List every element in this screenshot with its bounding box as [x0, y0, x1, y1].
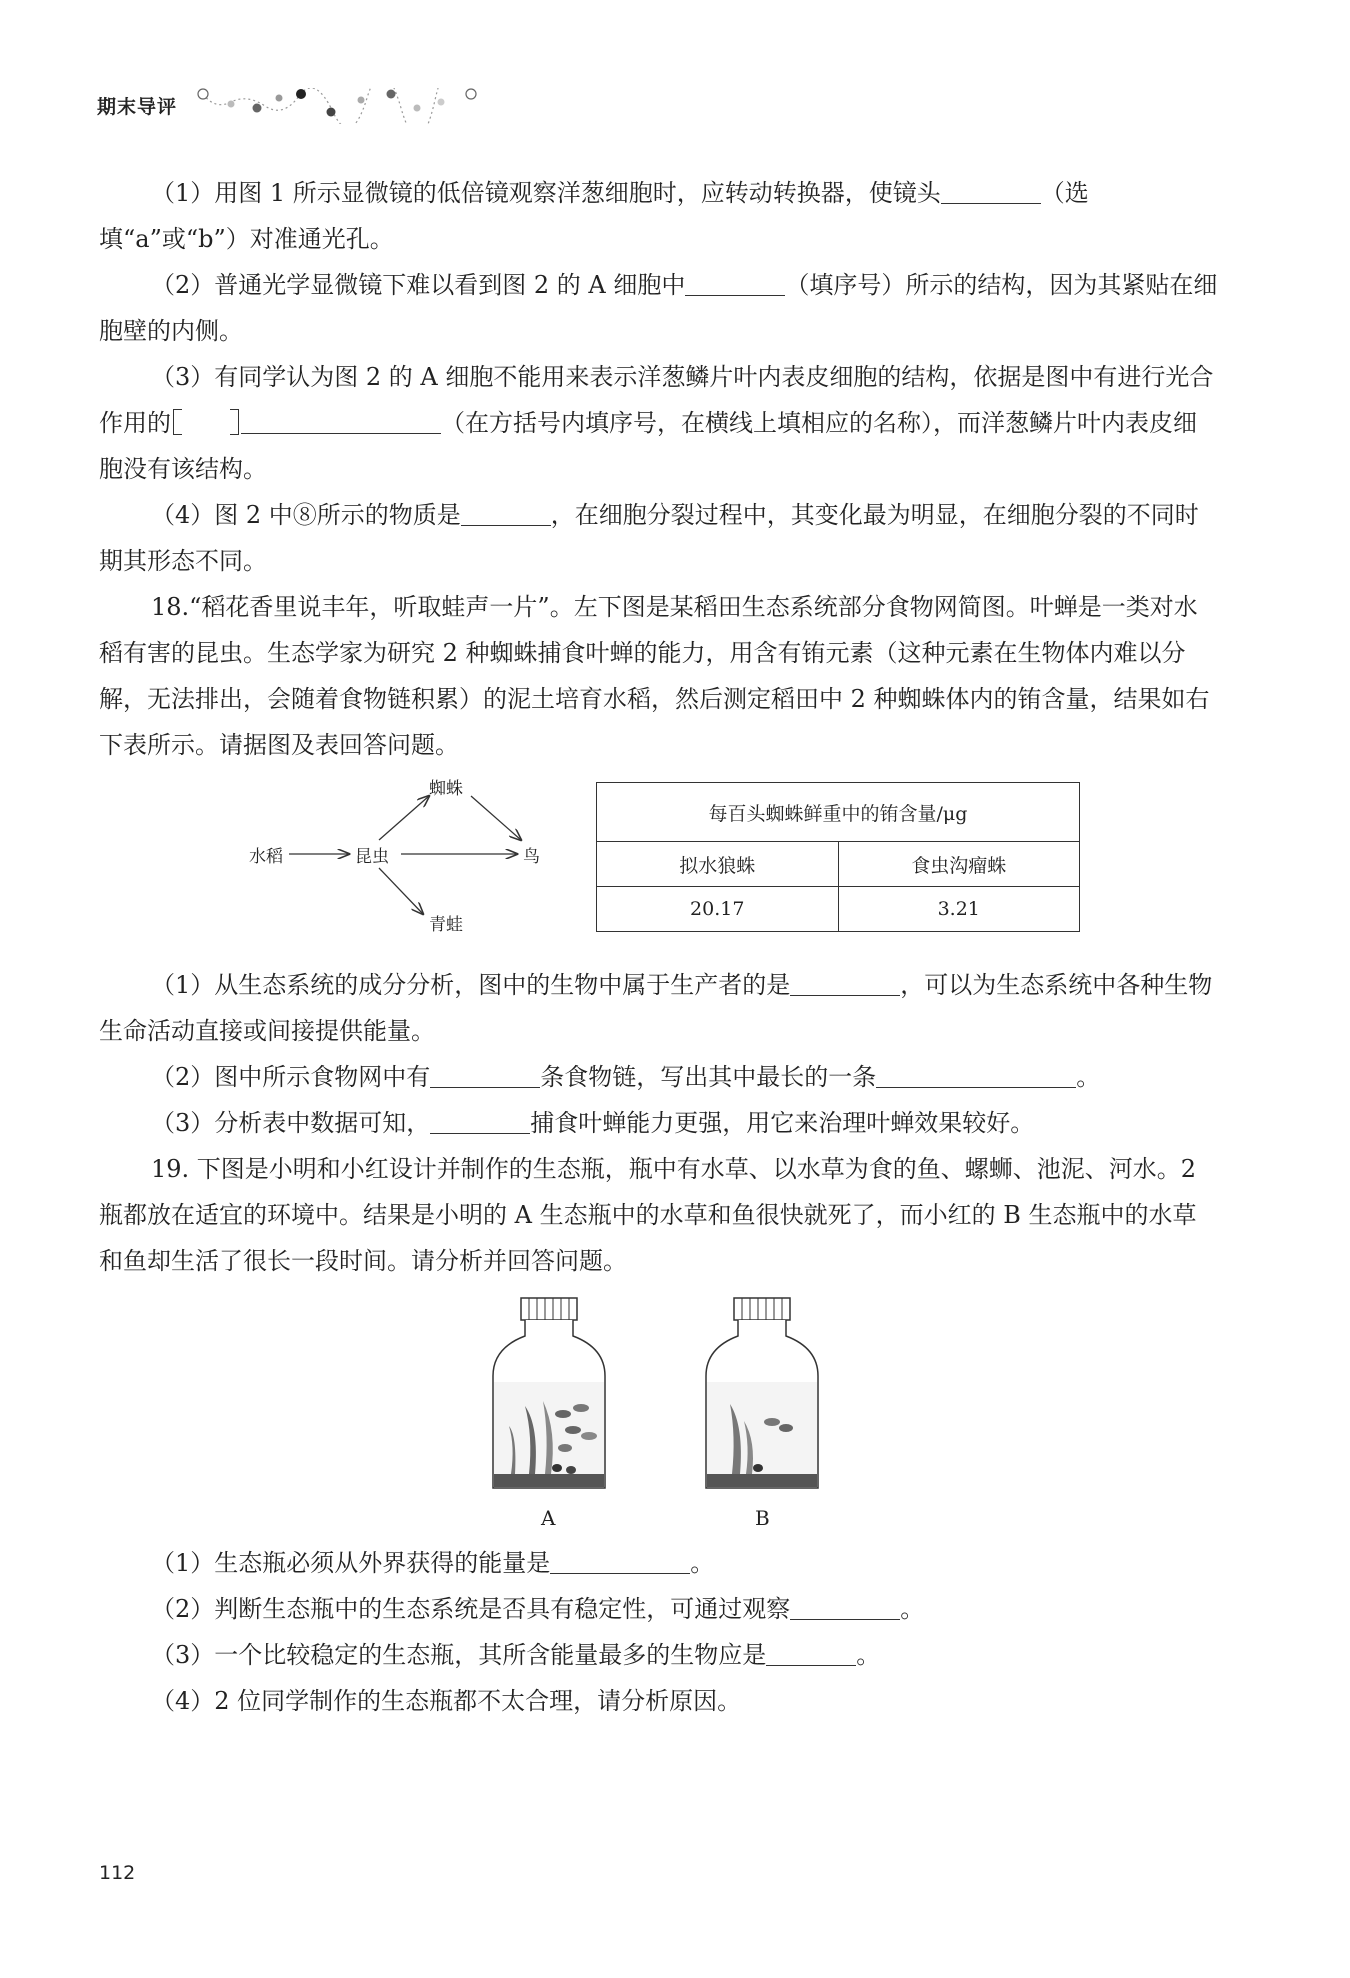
q17-part3 — [99, 354, 1219, 492]
q19-intro: 19. 下图是小明和小红设计并制作的生态瓶，瓶中有水草、以水草为食的鱼、螺蛳、池泥、河水。2 瓶都放在适宜的环境中。结果是小明的 A 生态瓶中的水草和鱼很快就死了，而小红的 B 生态瓶中的水草和鱼却生活了很长一段时间。请分析并回答问题。 — [99, 1155, 1197, 1275]
table-header-cell: 食虫沟瘤蛛 — [838, 842, 1080, 887]
jar-b-label: B — [755, 1506, 770, 1530]
q19-jars-figure — [99, 1296, 1219, 1536]
answer-blank[interactable] — [790, 1595, 900, 1620]
table-value-cell: 20.17 — [597, 887, 839, 932]
node-spider: 蜘蛛 — [429, 779, 463, 799]
q17-part2-text-a: （2）普通光学显微镜下难以看到图 2 的 A 细胞中 — [151, 271, 686, 299]
q18-part2 — [99, 1054, 1219, 1100]
header-title: 期末导评 — [97, 96, 178, 118]
q18-part2-text-b: 条食物链，写出其中最长的一条 — [540, 1063, 877, 1091]
answer-bracket[interactable] — [171, 409, 241, 435]
answer-blank[interactable] — [430, 1063, 540, 1088]
q19-part3-text-a: （3）一个比较稳定的生态瓶，其所含能量最多的生物应是 — [151, 1641, 767, 1669]
answer-blank[interactable] — [941, 179, 1041, 204]
page-content — [99, 170, 1219, 1724]
q19-part1-text-b: 。 — [690, 1549, 715, 1577]
q17-part1-text-b: （选填“a”或“b”）对准通光孔。 — [99, 179, 1089, 253]
q18-intro: 18.“稻花香里说丰年，听取蛙声一片”。左下图是某稻田生态系统部分食物网简图。叶蝉是一类对水稻有害的昆虫。生态学家为研究 2 种蜘蛛捕食叶蝉的能力，用含有铕元素（这种元素在生物体内难以分解，无法排出，会随着食物链积累）的泥土培育水稻，然后测定稻田中 2 种蜘蛛体内的铕含量，结果如右下表所示。请据图及表回答问题。 — [99, 593, 1210, 759]
page-header — [97, 88, 517, 128]
table-value-cell: 3.21 — [838, 887, 1080, 932]
node-insect: 昆虫 — [355, 847, 389, 867]
answer-blank[interactable] — [550, 1549, 690, 1574]
q17-part3-text-a: （3）有同学认为图 2 的 A 细胞不能用来表示洋葱鳞片叶内表皮细胞的结构，依据是图中有进行光合作用的 — [99, 363, 1214, 437]
answer-blank[interactable] — [430, 1109, 530, 1134]
node-bird: 鸟 — [523, 847, 540, 867]
europium-table — [596, 782, 1080, 932]
q17-part2 — [99, 262, 1219, 354]
q19-part4: （4）2 位同学制作的生态瓶都不太合理，请分析原因。 — [151, 1687, 742, 1715]
q17-part3-text-b: （在方括号内填序号，在横线上填相应的名称），而洋葱鳞片叶内表皮细胞没有该结构。 — [99, 409, 1197, 483]
q19-part2-text-a: （2）判断生态瓶中的生态系统是否具有稳定性，可通过观察 — [151, 1595, 791, 1623]
q19-part3-text-b: 。 — [856, 1641, 881, 1669]
q18-figures — [99, 774, 1219, 954]
q17-part2-text-b: （填序号）所示的结构，因为其紧贴在细胞壁的内侧。 — [99, 271, 1218, 345]
q19-part1-text-a: （1）生态瓶必须从外界获得的能量是 — [151, 1549, 551, 1577]
node-rice: 水稻 — [249, 847, 283, 867]
q18-part3 — [99, 1100, 1219, 1146]
node-frog: 青蛙 — [429, 915, 463, 935]
jar-a-illustration — [489, 1296, 609, 1496]
jar-a-label: A — [541, 1506, 556, 1530]
q18-part1-text-b: ，可以为生态系统中各种生物生命活动直接或间接提供能量。 — [99, 971, 1213, 1045]
answer-blank[interactable] — [241, 409, 441, 434]
page-number: 112 — [99, 1862, 136, 1884]
q17-part1 — [99, 170, 1219, 262]
q18-part1 — [99, 962, 1219, 1054]
answer-blank[interactable] — [790, 971, 900, 996]
q19-part1 — [99, 1540, 1219, 1586]
q17-part4-text-b: ，在细胞分裂过程中，其变化最为明显，在细胞分裂的不同时期其形态不同。 — [99, 501, 1199, 575]
q18-part1-text-a: （1）从生态系统的成分分析，图中的生物中属于生产者的是 — [151, 971, 791, 999]
table-caption: 每百头蜘蛛鲜重中的铕含量/μg — [597, 783, 1080, 842]
q18-part2-text-c: 。 — [1076, 1063, 1101, 1091]
q17-part1-text-a: （1）用图 1 所示显微镜的低倍镜观察洋葱细胞时，应转动转换器，使镜头 — [151, 179, 941, 207]
table-header-cell: 拟水狼蛛 — [597, 842, 839, 887]
q17-part4 — [99, 492, 1219, 584]
q17-part4-text-a: （4）图 2 中⑧所示的物质是 — [151, 501, 461, 529]
header-decoration — [195, 88, 495, 124]
q19-part2 — [99, 1586, 1219, 1632]
q19-part2-text-b: 。 — [900, 1595, 925, 1623]
answer-blank[interactable] — [766, 1641, 856, 1666]
jar-b-illustration — [702, 1296, 822, 1496]
answer-blank[interactable] — [685, 271, 785, 296]
q18-part3-text-a: （3）分析表中数据可知， — [151, 1109, 431, 1137]
q19-part3 — [99, 1632, 1219, 1678]
answer-blank[interactable] — [461, 501, 551, 526]
q18-part2-text-a: （2）图中所示食物网中有 — [151, 1063, 431, 1091]
q18-part3-text-b: 捕食叶蝉能力更强，用它来治理叶蝉效果较好。 — [530, 1109, 1035, 1137]
answer-blank[interactable] — [876, 1063, 1076, 1088]
